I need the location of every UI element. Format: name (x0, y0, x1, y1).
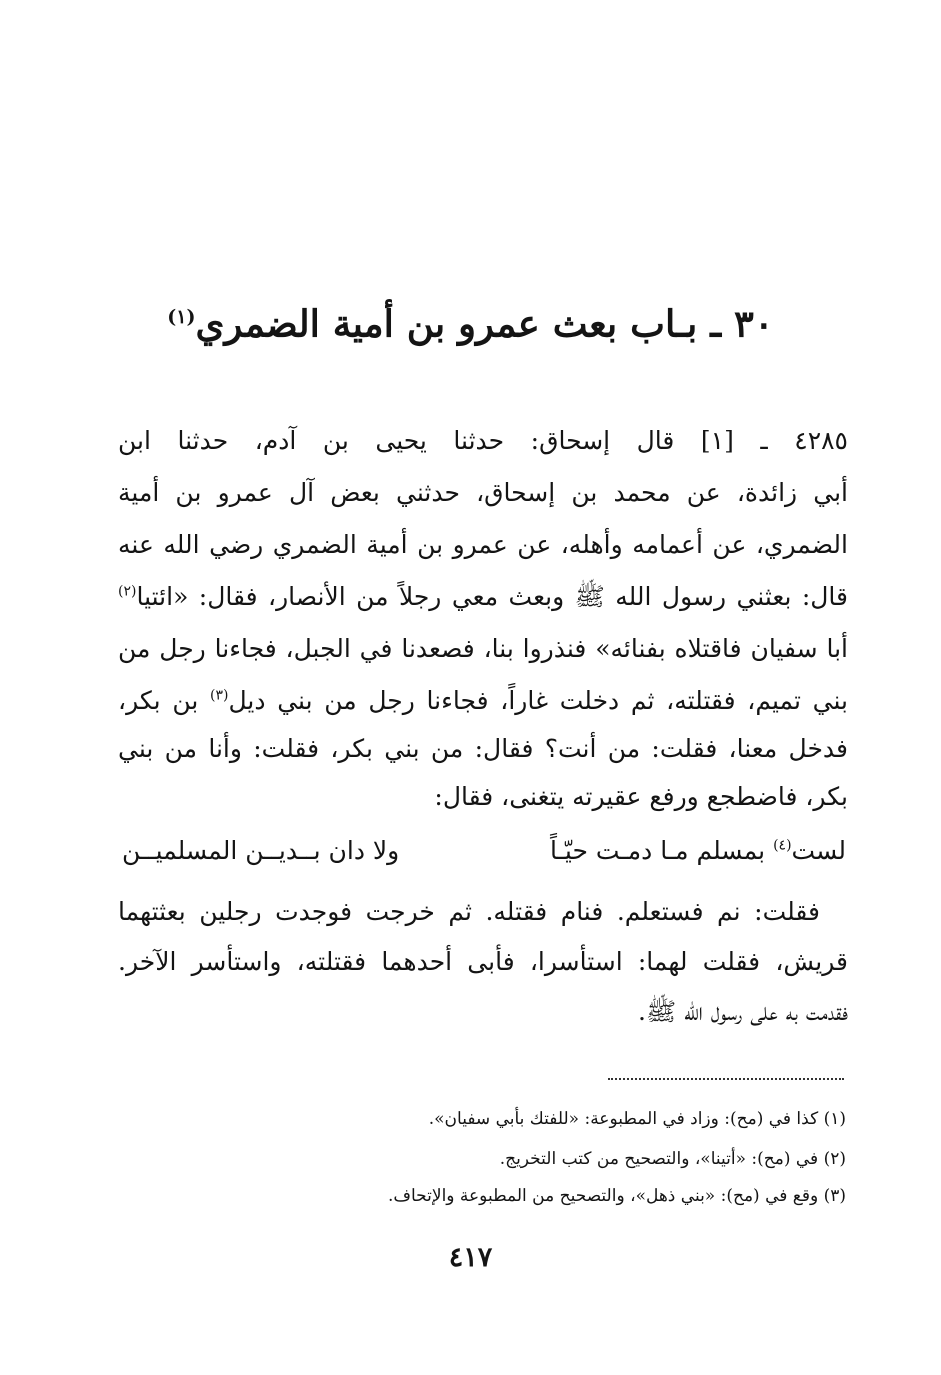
footnote-marker-2: (٢) (118, 583, 137, 600)
verse-first-hemistich (550, 825, 846, 877)
hadith-line-4 (118, 571, 848, 623)
hadith-line-3: الضمري، عن أعمامه وأهله، عن عمرو بن أمية الضمري رضي الله عنه (118, 530, 848, 559)
chapter-title-footnote-marker: (١) (167, 306, 196, 328)
footnote-3: (٣) وقع في (مح): «بني ذهل»، والتصحيح من المطبوعة والإتحاف. (387, 1186, 846, 1206)
footnote-2: (٢) في (مح): «أتينا»، والتصحيح من كتب التخريج. (499, 1149, 846, 1169)
hadith-line-6-text: بني تميم، فقتلته، ثم دخلت غاراً، فجاءنا رجل من بني ديل (228, 686, 848, 715)
hadith-line-6 (118, 675, 848, 727)
verse-second-hemistich: ولا دان بــديــن المسلميــن (122, 836, 400, 865)
page-number: ٤١٧ (448, 1242, 493, 1273)
hadith-line-4-text: قال: بعثني رسول الله ﷺ وبعث معي رجلاً من الأنصار، فقال: «ائتيا (136, 582, 848, 611)
narration-line-3: فقدمت به على رسول الله ﷺ. (638, 997, 848, 1026)
narration-line-1: فقلت: نم فستعلم. فنام فقتله. ثم خرجت فوجدت رجلين بعثتهما (118, 897, 820, 926)
footnote-1: (١) كذا في (مح): وزاد في المطبوعة: «للفتك بأبي سفيان». (428, 1109, 846, 1129)
verse-first-start: لست (791, 836, 846, 865)
hadith-line-2: أبي زائدة، عن محمد بن إسحاق، حدثني بعض آل عمرو بن أمية (118, 478, 848, 507)
footnote-marker-3: (٣) (210, 687, 229, 704)
hadith-line-7: فدخل معنا، فقلت: من أنت؟ فقال: من بني بكر، فقلت: وأنا من بني (118, 734, 848, 763)
chapter-title-text: ٣٠ ـ بـاب بعث عمرو بن أمية الضمري (195, 301, 774, 346)
footnote-marker-4: (٤) (773, 837, 792, 854)
footnote-separator (608, 1078, 844, 1080)
hadith-line-8: بكر، فاضطجع ورفع عقيرته يتغنى، فقال: (434, 782, 848, 811)
hadith-line-5: أبا سفيان فاقتلاه بفنائه» فنذروا بنا، فصعدنا في الجبل، فجاءنا رجل من (118, 634, 848, 663)
chapter-heading (150, 282, 791, 358)
verse-first-end: بمسلم مـا دمـت حيّـاً (549, 836, 774, 865)
hadith-line-1: ٤٢٨٥ ـ [١] قال إسحاق: حدثنا يحيى بن آدم، حدثنا ابن (118, 426, 848, 455)
hadith-line-6-tail: بن بكر، (118, 686, 211, 715)
narration-line-2: قريش، فقلت لهما: استأسرا، فأبى أحدهما فقتلته، واستأسر الآخر. (118, 947, 848, 976)
